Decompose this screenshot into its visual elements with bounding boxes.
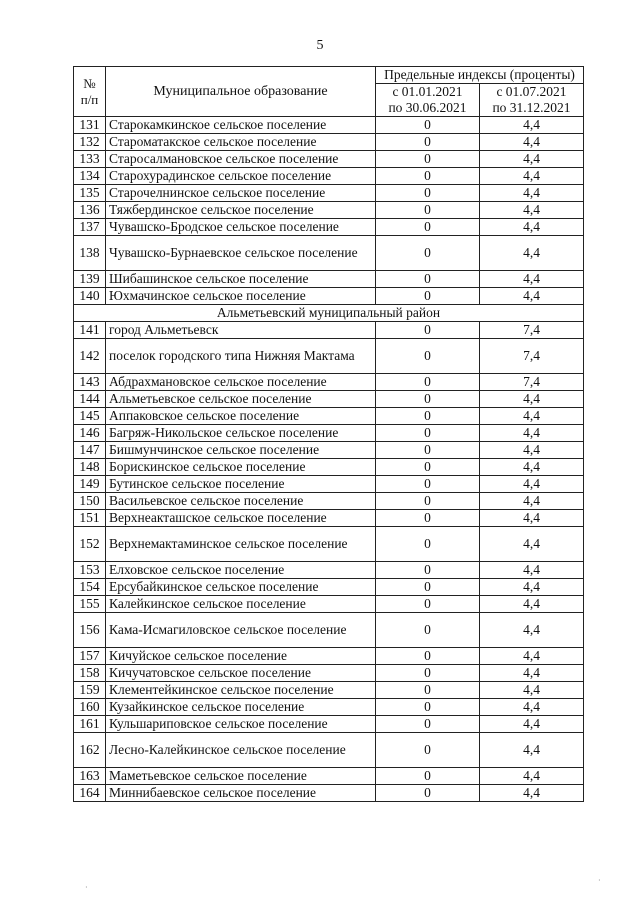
table-row [74, 288, 584, 305]
table-row [74, 339, 584, 374]
row-index-period-1: 0 [376, 425, 480, 442]
row-number: 162 [74, 733, 106, 768]
row-municipality: город Альметьевск [106, 322, 376, 339]
row-number: 136 [74, 202, 106, 219]
table-row [74, 665, 584, 682]
table-row [74, 459, 584, 476]
table-row [74, 562, 584, 579]
row-index-period-1: 0 [376, 733, 480, 768]
row-index-period-1: 0 [376, 648, 480, 665]
table-row [74, 219, 584, 236]
table-row [74, 117, 584, 134]
row-number: 140 [74, 288, 106, 305]
row-index-period-1: 0 [376, 117, 480, 134]
table-row [74, 374, 584, 391]
row-index-period-2: 4,4 [480, 425, 584, 442]
row-index-period-1: 0 [376, 442, 480, 459]
row-number: 157 [74, 648, 106, 665]
row-municipality: Верхнемактаминское сельское поселение [106, 527, 376, 562]
header-period-2-start: с 01.07.2021 [496, 84, 567, 99]
row-index-period-1: 0 [376, 476, 480, 493]
table-row [74, 699, 584, 716]
row-index-period-2: 7,4 [480, 322, 584, 339]
row-index-period-1: 0 [376, 613, 480, 648]
row-index-period-2: 4,4 [480, 733, 584, 768]
row-municipality: Кичуйское сельское поселение [106, 648, 376, 665]
row-number: 153 [74, 562, 106, 579]
row-municipality: Кульшариповское сельское поселение [106, 716, 376, 733]
header-number-cell [74, 67, 106, 117]
table-row [74, 768, 584, 785]
row-number: 132 [74, 134, 106, 151]
table-body-part2 [74, 322, 584, 802]
row-index-period-2: 4,4 [480, 219, 584, 236]
row-index-period-1: 0 [376, 665, 480, 682]
table-row [74, 596, 584, 613]
row-number: 148 [74, 459, 106, 476]
row-index-period-2: 4,4 [480, 768, 584, 785]
table-row [74, 322, 584, 339]
header-period-1-end: по 30.06.2021 [388, 100, 467, 115]
table-row [74, 716, 584, 733]
row-index-period-2: 4,4 [480, 648, 584, 665]
table-row [74, 271, 584, 288]
table-row [74, 391, 584, 408]
table-row [74, 442, 584, 459]
scan-mark-left: · [85, 883, 88, 892]
row-index-period-2: 4,4 [480, 716, 584, 733]
table-row [74, 613, 584, 648]
row-index-period-2: 4,4 [480, 527, 584, 562]
row-number: 163 [74, 768, 106, 785]
row-index-period-1: 0 [376, 322, 480, 339]
table-row [74, 682, 584, 699]
row-index-period-2: 7,4 [480, 374, 584, 391]
row-municipality: Аппаковское сельское поселение [106, 408, 376, 425]
row-number: 155 [74, 596, 106, 613]
row-index-period-1: 0 [376, 493, 480, 510]
row-municipality: Юхмачинское сельское поселение [106, 288, 376, 305]
header-indices-group: Предельные индексы (проценты) [376, 67, 584, 84]
row-index-period-2: 4,4 [480, 785, 584, 802]
table-row [74, 134, 584, 151]
row-municipality: Калейкинское сельское поселение [106, 596, 376, 613]
row-index-period-2: 4,4 [480, 151, 584, 168]
table-row [74, 168, 584, 185]
row-number: 145 [74, 408, 106, 425]
table-row [74, 648, 584, 665]
table-row [74, 493, 584, 510]
row-number: 131 [74, 117, 106, 134]
row-municipality: Шибашинское сельское поселение [106, 271, 376, 288]
row-municipality: Кама-Исмагиловское сельское поселение [106, 613, 376, 648]
row-municipality: Бутинское сельское поселение [106, 476, 376, 493]
row-municipality: Бишмунчинское сельское поселение [106, 442, 376, 459]
row-index-period-1: 0 [376, 236, 480, 271]
table-section [74, 305, 584, 322]
row-index-period-2: 4,4 [480, 562, 584, 579]
row-index-period-1: 0 [376, 596, 480, 613]
row-municipality: Старокамкинское сельское поселение [106, 117, 376, 134]
header-number-abbr: п/п [80, 91, 99, 107]
row-index-period-2: 4,4 [480, 117, 584, 134]
row-index-period-2: 4,4 [480, 288, 584, 305]
row-index-period-1: 0 [376, 151, 480, 168]
row-index-period-1: 0 [376, 202, 480, 219]
row-number: 156 [74, 613, 106, 648]
row-municipality: Староматакское сельское поселение [106, 134, 376, 151]
row-number: 135 [74, 185, 106, 202]
header-municipality: Муниципальное образование [106, 67, 376, 117]
row-number: 146 [74, 425, 106, 442]
row-municipality: Альметьевское сельское поселение [106, 391, 376, 408]
row-municipality: Чувашско-Бродское сельское поселение [106, 219, 376, 236]
row-number: 147 [74, 442, 106, 459]
row-municipality: Миннибаевское сельское поселение [106, 785, 376, 802]
row-index-period-2: 4,4 [480, 579, 584, 596]
row-index-period-1: 0 [376, 339, 480, 374]
row-index-period-1: 0 [376, 374, 480, 391]
row-municipality: Ерсубайкинское сельское поселение [106, 579, 376, 596]
row-index-period-1: 0 [376, 459, 480, 476]
table-row [74, 202, 584, 219]
table-row [74, 733, 584, 768]
row-index-period-2: 4,4 [480, 493, 584, 510]
row-number: 151 [74, 510, 106, 527]
page-number: 5 [316, 38, 324, 53]
row-index-period-1: 0 [376, 562, 480, 579]
row-index-period-2: 4,4 [480, 408, 584, 425]
table-row [74, 408, 584, 425]
table-row [74, 151, 584, 168]
row-municipality: Кичучатовское сельское поселение [106, 665, 376, 682]
row-index-period-2: 4,4 [480, 682, 584, 699]
row-number: 159 [74, 682, 106, 699]
row-number: 133 [74, 151, 106, 168]
row-index-period-1: 0 [376, 185, 480, 202]
row-index-period-1: 0 [376, 768, 480, 785]
row-number: 160 [74, 699, 106, 716]
row-number: 134 [74, 168, 106, 185]
row-number: 142 [74, 339, 106, 374]
row-index-period-1: 0 [376, 288, 480, 305]
row-index-period-2: 4,4 [480, 391, 584, 408]
row-index-period-1: 0 [376, 785, 480, 802]
row-municipality: Старочелнинское сельское поселение [106, 185, 376, 202]
row-number: 158 [74, 665, 106, 682]
row-municipality: Абдрахмановское сельское поселение [106, 374, 376, 391]
row-number: 161 [74, 716, 106, 733]
row-index-period-1: 0 [376, 699, 480, 716]
row-index-period-2: 4,4 [480, 613, 584, 648]
row-number: 141 [74, 322, 106, 339]
row-municipality: Клементейкинское сельское поселение [106, 682, 376, 699]
row-number: 154 [74, 579, 106, 596]
row-index-period-2: 4,4 [480, 442, 584, 459]
scan-mark-right: · [598, 876, 601, 885]
header-period-2 [480, 84, 584, 117]
table-row [74, 476, 584, 493]
header-period-2-end: по 31.12.2021 [492, 100, 571, 115]
row-index-period-2: 4,4 [480, 510, 584, 527]
row-municipality: Багряж-Никольское сельское поселение [106, 425, 376, 442]
table-row [74, 579, 584, 596]
header-period-1-start: с 01.01.2021 [392, 84, 463, 99]
row-index-period-2: 4,4 [480, 699, 584, 716]
row-index-period-1: 0 [376, 134, 480, 151]
row-municipality: Верхнеакташское сельское поселение [106, 510, 376, 527]
row-number: 164 [74, 785, 106, 802]
row-index-period-1: 0 [376, 219, 480, 236]
row-municipality: Кузайкинское сельское поселение [106, 699, 376, 716]
row-index-period-2: 4,4 [480, 476, 584, 493]
row-municipality: Маметьевское сельское поселение [106, 768, 376, 785]
row-number: 138 [74, 236, 106, 271]
row-municipality: Старохурадинское сельское поселение [106, 168, 376, 185]
row-index-period-2: 4,4 [480, 168, 584, 185]
row-number: 144 [74, 391, 106, 408]
row-municipality: Лесно-Калейкинское сельское поселение [106, 733, 376, 768]
row-number: 152 [74, 527, 106, 562]
table-row [74, 185, 584, 202]
row-index-period-1: 0 [376, 527, 480, 562]
row-index-period-1: 0 [376, 682, 480, 699]
row-index-period-1: 0 [376, 391, 480, 408]
table-row [74, 236, 584, 271]
row-index-period-2: 4,4 [480, 134, 584, 151]
row-index-period-2: 4,4 [480, 596, 584, 613]
row-number: 137 [74, 219, 106, 236]
row-number: 150 [74, 493, 106, 510]
row-index-period-2: 4,4 [480, 665, 584, 682]
row-municipality: поселок городского типа Нижняя Мактама [106, 339, 376, 374]
table-row [74, 527, 584, 562]
table-header [74, 67, 584, 117]
row-municipality: Елховское сельское поселение [106, 562, 376, 579]
row-index-period-1: 0 [376, 579, 480, 596]
table-row [74, 425, 584, 442]
row-index-period-1: 0 [376, 408, 480, 425]
section-title: Альметьевский муниципальный район [74, 305, 584, 322]
header-period-1 [376, 84, 480, 117]
row-index-period-2: 4,4 [480, 202, 584, 219]
row-index-period-2: 4,4 [480, 271, 584, 288]
row-municipality: Борискинское сельское поселение [106, 459, 376, 476]
row-index-period-2: 4,4 [480, 459, 584, 476]
row-index-period-1: 0 [376, 716, 480, 733]
row-index-period-2: 4,4 [480, 236, 584, 271]
row-index-period-1: 0 [376, 510, 480, 527]
row-municipality: Старосалмановское сельское поселение [106, 151, 376, 168]
indices-table [73, 66, 584, 802]
row-index-period-1: 0 [376, 168, 480, 185]
header-number-symbol: № [83, 75, 96, 91]
row-municipality: Васильевское сельское поселение [106, 493, 376, 510]
row-index-period-2: 7,4 [480, 339, 584, 374]
row-number: 143 [74, 374, 106, 391]
row-number: 149 [74, 476, 106, 493]
row-index-period-1: 0 [376, 271, 480, 288]
row-municipality: Чувашско-Бурнаевское сельское поселение [106, 236, 376, 271]
table-row [74, 785, 584, 802]
row-municipality: Тяжбердинское сельское поселение [106, 202, 376, 219]
table-body-part1 [74, 117, 584, 305]
row-number: 139 [74, 271, 106, 288]
row-index-period-2: 4,4 [480, 185, 584, 202]
table-row [74, 510, 584, 527]
